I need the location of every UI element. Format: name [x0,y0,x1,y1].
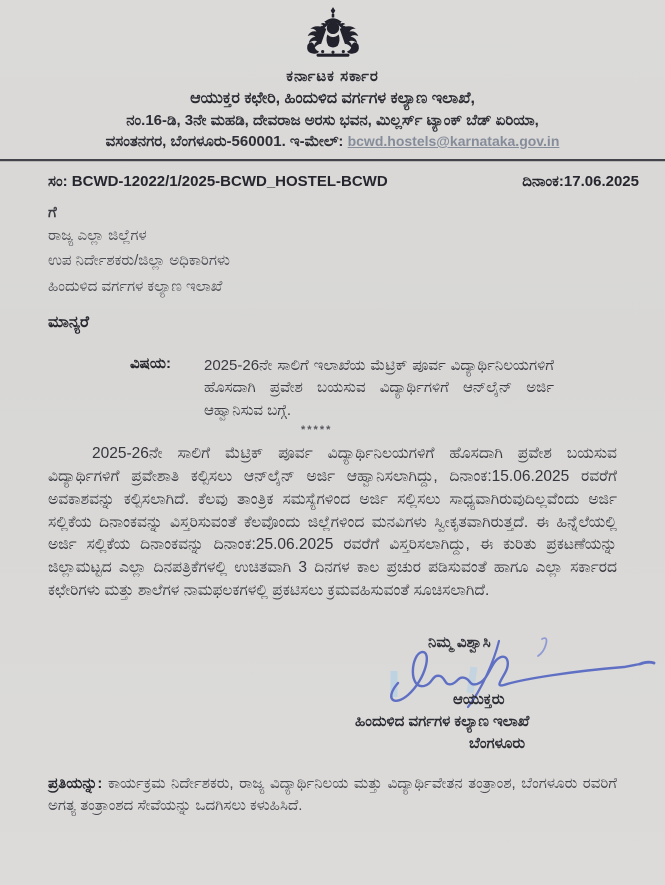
signatory-department: ಹಿಂದುಳಿದ ವರ್ಗಗಳ ಕಲ್ಯಾಣ ಇಲಾಖೆ [355,712,530,730]
addressee-line: ರಾಜ್ಯ ಎಲ್ಲಾ ಜಿಲ್ಲೆಗಳ [48,227,147,244]
addressee-line: ಹಿಂದುಳಿದ ವರ್ಗಗಳ ಕಲ್ಯಾಣ ಇಲಾಖೆ [48,277,223,295]
email-link[interactable]: bcwd.hostels@karnataka.gov.in [347,133,560,149]
copy-section [48,773,617,818]
office-address-line1: ನಂ.16-ಡಿ, 3ನೇ ಮಹಡಿ, ದೇವರಾಜ ಅರಸು ಭವನ, ಮಿಲ್ಲರ್ಸ್ ಟ್ಯಾಂಕ್ ಬೆಡ್ ಏರಿಯಾ, [126,112,539,129]
reference-number: ಸಂ: BCWD-12022/1/2025-BCWD_HOSTEL-BCWD [48,173,388,190]
handwritten-signature-icon [378,637,665,714]
subject-block [48,355,617,423]
copy-text: ಕಾರ್ಯಕ್ರಮ ನಿರ್ದೇಶಕರು, ರಾಜ್ಯ ವಿದ್ಯಾರ್ಥಿನಿಲಯ ಮತ್ತು ವಿದ್ಯಾರ್ಥಿವೇತನ ತಂತ್ರಾಂಶ, ಬೆಂಗಳೂರು ರವರಿಗೆ ಅಗತ್ಯ ತಂತ್ರಾಂಶದ ಸೇವೆಯನ್ನು ಒದಗಿಸಲು ಕಳುಹಿಸಿದೆ. [48,774,617,815]
letter-body-paragraph: 2025-26ನೇ ಸಾಲಿಗೆ ಮೆಟ್ರಿಕ್ ಪೂರ್ವ ವಿದ್ಯಾರ್ಥಿನಿಲಯಗಳಿಗೆ ಹೊಸದಾಗಿ ಪ್ರವೇಶ ಬಯಸುವ ವಿದ್ಯಾರ್ಥಿಗಳಿಗೆ ಪ್ರವೇಶಾತಿ ಕಲ್ಪಿಸಲು ಆನ್‌ಲೈನ್ ಅರ್ಜಿ ಆಹ್ವಾನಿಸಲಾಗಿದ್ದು, ದಿನಾಂಕ:15.06.2025 ರವರೆಗೆ ಅವಕಾಶವನ್ನು ಕಲ್ಪಿಸಲಾಗಿದೆ. ಕೆಲವು ತಾಂತ್ರಿಕ ಸಮಸ್ಯೆಗಳಿಂದ ಅರ್ಜಿ ಸಲ್ಲಿಸಲು ಸಾಧ್ಯವಾಗಿರುವುದಿಲ್ಲವೆಂದು ಅರ್ಜಿ ಸಲ್ಲಿಕೆಯ ದಿನಾಂಕವನ್ನು ವಿಸ್ತರಿಸುವಂತೆ ಕೆಲವೊಂದು ಜಿಲ್ಲೆಗಳಿಂದ ಮನವಿಗಳು ಸ್ವೀಕೃತವಾಗಿರುತ್ತದೆ. ಈ ಹಿನ್ನೆಲೆಯಲ್ಲಿ ಅರ್ಜಿ ಸಲ್ಲಿಕೆಯ ದಿನಾಂಕವನ್ನು ದಿನಾಂಕ:25.06.2025 ರವರೆಗೆ ವಿಸ್ತರಿಸಲಾಗಿದ್ದು, ಈ ಕುರಿತು ಪ್ರಕಟಣೆಯನ್ನು ಜಿಲ್ಲಾಮಟ್ಟದ ಎಲ್ಲಾ ದಿನಪತ್ರಿಕೆಗಳಲ್ಲಿ ಉಚಿತವಾಗಿ 3 ದಿನಗಳ ಕಾಲ ಪ್ರಚುರ ಪಡಿಸುವಂತೆ ಹಾಗೂ ಎಲ್ಲಾ ಸರ್ಕಾರದ ಕಛೇರಿಗಳು ಮತ್ತು ಶಾಲೆಗಳ ನಾಮಫಲಕಗಳಲ್ಲಿ ಪ್ರಕಟಿಸಲು ಕ್ರಮವಹಿಸುವಂತೆ ಸೂಚಿಸಲಾಗಿದೆ. [48,445,617,599]
office-address-line2 [0,133,665,150]
signatory-title: ಆಯುಕ್ತರು [453,690,505,708]
subject-label: ವಿಷಯ: [130,354,171,372]
office-address-line2-text: ವಸಂತನಗರ, ಬೆಂಗಳೂರು-560001. ಇ-ಮೇಲ್: [105,133,348,150]
letter-date: ದಿನಾಂಕ:17.06.2025 [522,173,639,190]
signatory-place: ಬೆಂಗಳೂರು [469,734,526,752]
to-label: ಗೆ [48,204,57,221]
signature-block [48,629,617,755]
reference-row [0,162,665,190]
addressee-line: ಉಪ ನಿರ್ದೇಶಕರು/ಜಿಲ್ಲಾ ಅಧಿಕಾರಿಗಳು [48,252,230,270]
section-separator-dots: ***** [301,424,333,437]
closing-phrase: ನಿಮ್ಮ ವಿಶ್ವಾಸಿ [428,633,491,651]
copy-label: ಪ್ರತಿಯನ್ನು: [48,774,103,792]
salutation: ಮಾನ್ಯರೆ [48,313,90,331]
karnataka-gandaberunda-emblem-icon [302,5,364,66]
government-title: ಕರ್ನಾಟಕ ಸರ್ಕಾರ [286,68,379,85]
addressee-block [48,204,617,297]
subject-text: 2025-26ನೇ ಸಾಲಿಗೆ ಇಲಾಖೆಯ ಮೆಟ್ರಿಕ್ ಪೂರ್ವ ವಿದ್ಯಾರ್ಥಿನಿಲಯಗಳಿಗೆ ಹೊಸದಾಗಿ ಪ್ರವೇಶ ಬಯಸುವ ವಿದ್ಯಾರ್ಥಿಗಳಿಗೆ ಆನ್‌ಲೈನ್ ಅರ್ಜಿ ಆಹ್ವಾನಿಸುವ ಬಗ್ಗೆ. [204,356,554,419]
office-name-line: ಆಯುಕ್ತರ ಕಛೇರಿ, ಹಿಂದುಳಿದ ವರ್ಗಗಳ ಕಲ್ಯಾಣ ಇಲಾಖೆ, [190,90,475,107]
letterhead [0,0,665,150]
